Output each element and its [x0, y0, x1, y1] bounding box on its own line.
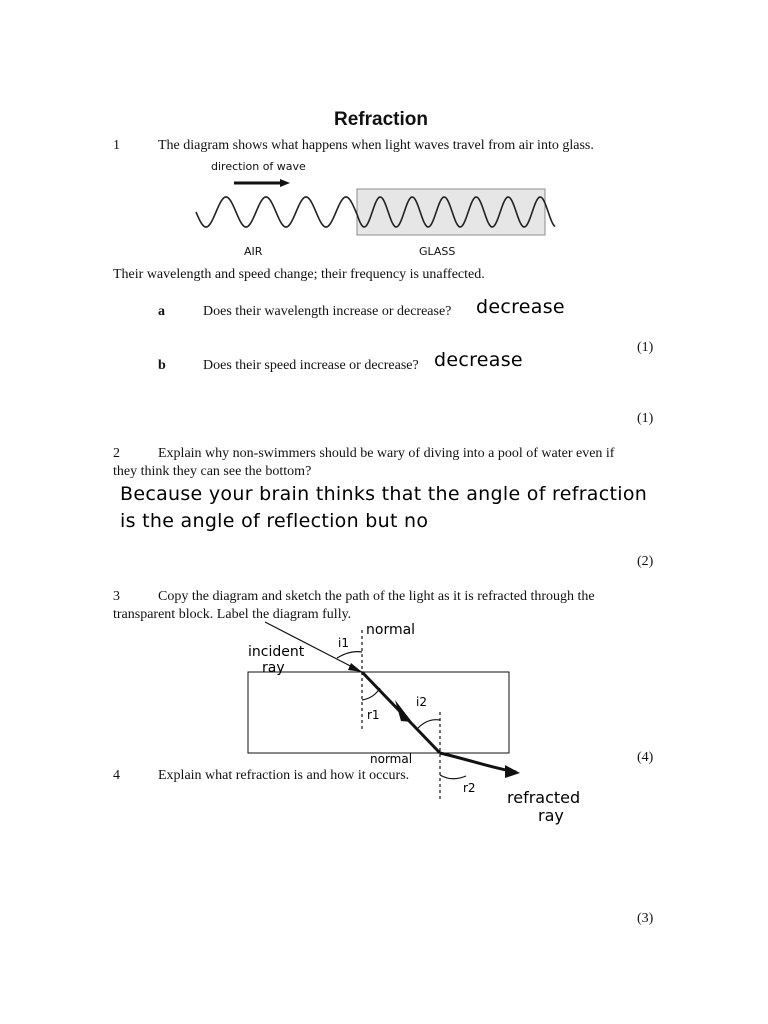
angle-arc-r2 [440, 775, 466, 779]
air-label: AIR [244, 245, 263, 258]
q1a-text: Does their wavelength increase or decrease? [203, 304, 452, 319]
q1a-marks: (1) [637, 340, 654, 355]
incident-arrowhead [348, 663, 362, 672]
q1-number: 1 [113, 138, 120, 153]
q4-number: 4 [113, 768, 120, 783]
q1a-answer: decrease [476, 296, 565, 318]
q1b-text: Does their speed increase or decrease? [203, 358, 419, 373]
q3-text-line2: transparent block. Label the diagram fully. [113, 607, 352, 622]
glass-label: GLASS [419, 245, 456, 258]
direction-label: direction of wave [211, 160, 306, 173]
i2-label: i2 [416, 695, 427, 709]
q1a-letter: a [158, 304, 165, 319]
q3-text-line1: Copy the diagram and sketch the path of the light as it is refracted through the [158, 589, 595, 604]
r2-label: r2 [463, 781, 476, 795]
incident-label-line2: ray [262, 660, 285, 676]
q1-text: The diagram shows what happens when light waves travel from air into glass. [158, 138, 594, 153]
q3-marks: (4) [637, 750, 654, 765]
q1b-answer: decrease [434, 349, 523, 371]
i1-label: i1 [338, 636, 349, 650]
q1b-letter: b [158, 358, 166, 373]
incident-label-line1: incident [248, 644, 305, 660]
q1b-marks: (1) [637, 411, 654, 426]
q3-number: 3 [113, 589, 120, 604]
emergent-ray [440, 753, 516, 772]
q2-text-line2: they think they can see the bottom? [113, 464, 312, 479]
refracted-label-line1: refracted [507, 788, 581, 807]
q4-text: Explain what refraction is and how it occurs. [158, 768, 410, 783]
q4-marks: (3) [637, 911, 654, 926]
angle-arc-i2 [418, 720, 440, 728]
refracted-label-line2: ray [538, 806, 564, 825]
normal-bottom-label: normal [370, 752, 413, 766]
q2-number: 2 [113, 446, 120, 461]
emergent-arrowhead [505, 765, 520, 778]
r1-label: r1 [367, 708, 380, 722]
q2-marks: (2) [637, 554, 654, 569]
angle-arc-i1 [337, 652, 362, 658]
q2-answer-line1: Because your brain thinks that the angle of refraction [120, 483, 648, 505]
q1-statement: Their wavelength and speed change; their frequency is unaffected. [113, 267, 485, 282]
normal-top-label: normal [366, 622, 416, 638]
q2-answer-line2: is the angle of reflection but no [120, 510, 429, 532]
page-title: Refraction [334, 109, 428, 130]
q2-text-line1: Explain why non-swimmers should be wary of diving into a pool of water even if [158, 446, 615, 461]
